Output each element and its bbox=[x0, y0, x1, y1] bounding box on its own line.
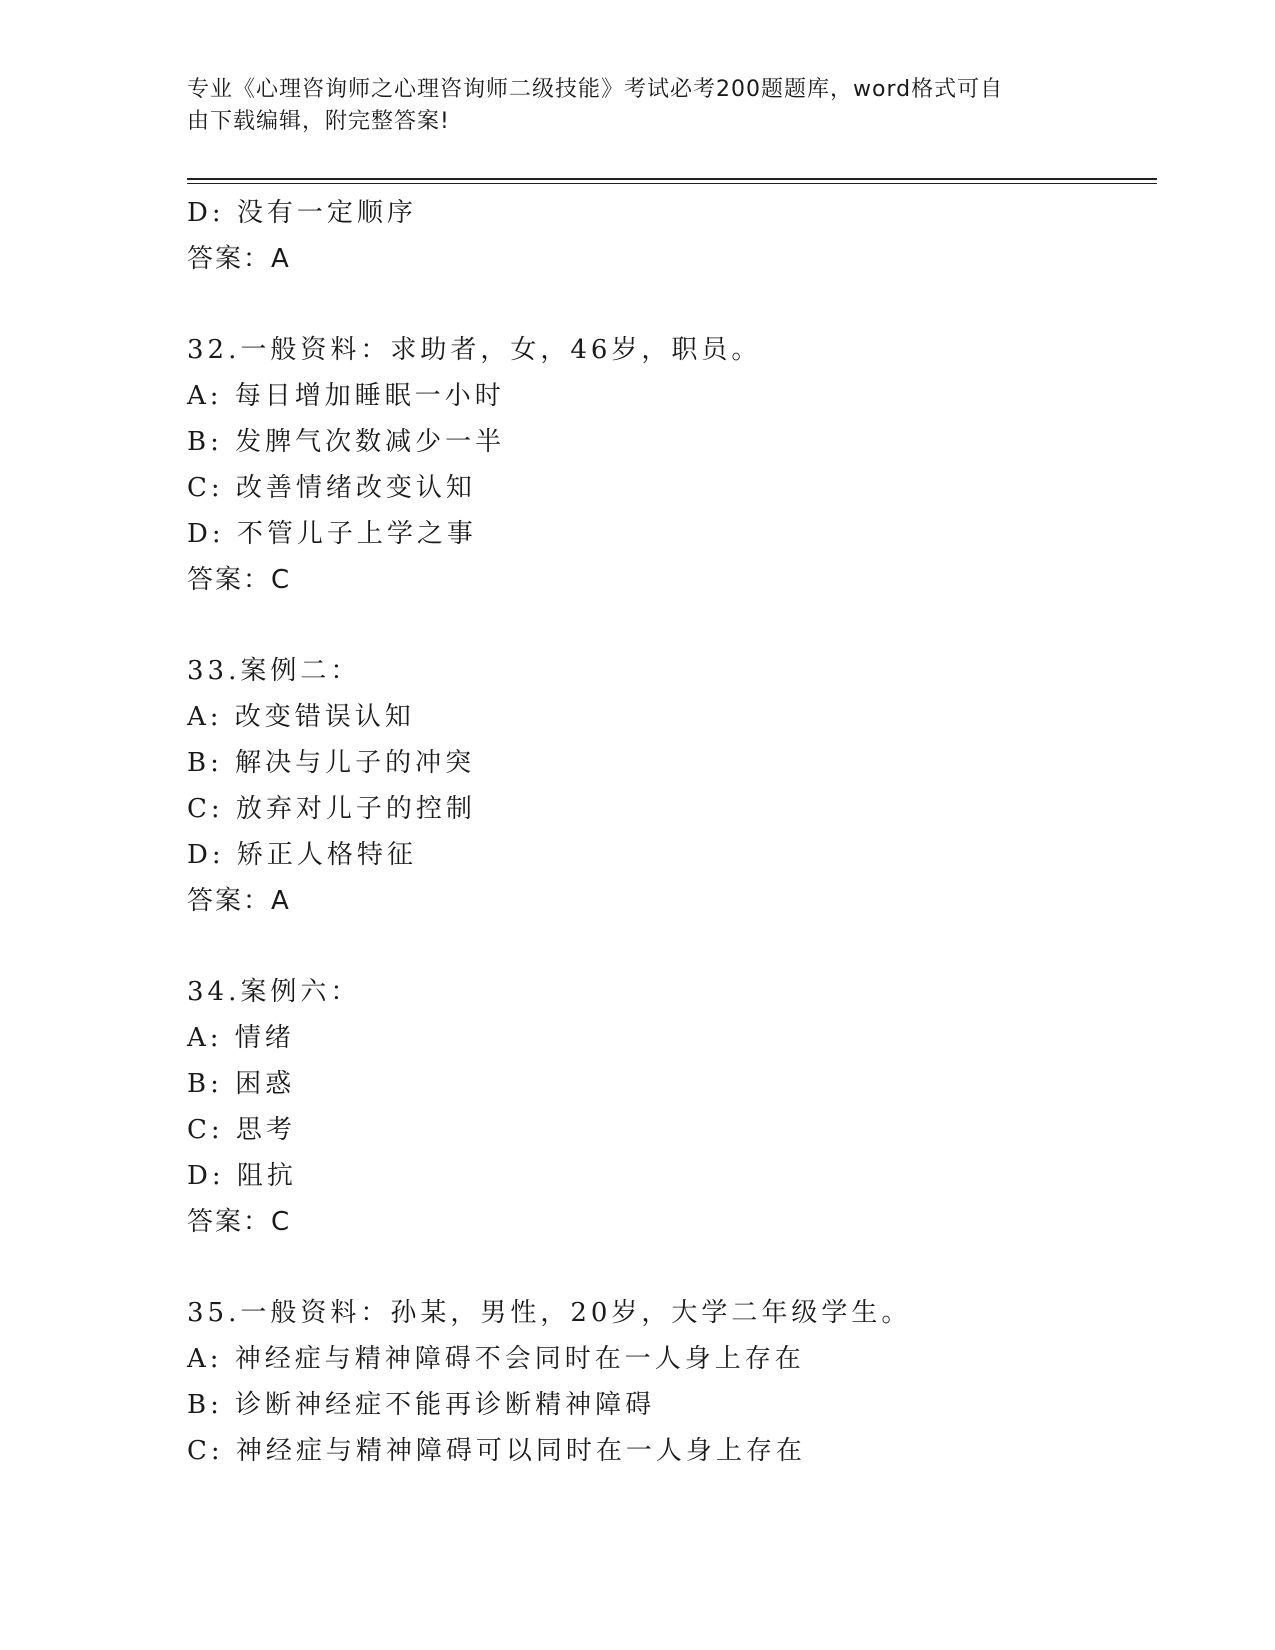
option-b: B: 解决与儿子的冲突 bbox=[187, 748, 476, 778]
spacer bbox=[187, 603, 1147, 648]
option-d: D: 不管儿子上学之事 bbox=[187, 519, 477, 549]
question-35 bbox=[187, 1290, 1147, 1474]
spacer bbox=[187, 1245, 1147, 1290]
question-stem: 33.案例二： bbox=[187, 656, 361, 686]
document-body bbox=[187, 190, 1147, 1474]
answer: 答案：A bbox=[187, 886, 291, 916]
option-a: A: 神经症与精神障碍不会同时在一人身上存在 bbox=[187, 1344, 805, 1374]
option-c: C: 改善情绪改变认知 bbox=[187, 473, 476, 503]
question-32 bbox=[187, 327, 1147, 603]
option-b: B: 困惑 bbox=[187, 1069, 296, 1099]
header-line-1: 专业《心理咨询师之心理咨询师二级技能》考试必考200题题库，word格式可自 bbox=[187, 77, 1004, 102]
option-a: A: 改变错误认知 bbox=[187, 702, 415, 732]
question-stem: 32.一般资料：求助者，女，46岁，职员。 bbox=[187, 335, 762, 365]
header-divider-thin bbox=[187, 183, 1157, 184]
option-a: A: 每日增加睡眠一小时 bbox=[187, 381, 505, 411]
answer: 答案：C bbox=[187, 565, 292, 595]
option-c: C: 放弃对儿子的控制 bbox=[187, 794, 476, 824]
option-c: C: 思考 bbox=[187, 1115, 296, 1145]
header-divider-thick bbox=[187, 178, 1157, 180]
option-b: B: 诊断神经症不能再诊断精神障碍 bbox=[187, 1390, 656, 1420]
header-line-2: 由下载编辑，附完整答案! bbox=[187, 109, 450, 134]
document-header bbox=[187, 74, 1087, 138]
spacer bbox=[187, 282, 1147, 327]
question-34 bbox=[187, 969, 1147, 1245]
question-31-answer: 答案：A bbox=[187, 244, 291, 274]
option-d: D: 阻抗 bbox=[187, 1161, 297, 1191]
question-33 bbox=[187, 648, 1147, 924]
answer: 答案：C bbox=[187, 1207, 292, 1237]
option-a: A: 情绪 bbox=[187, 1023, 295, 1053]
question-31-option-d: D: 没有一定顺序 bbox=[187, 198, 417, 228]
spacer bbox=[187, 924, 1147, 969]
question-stem: 35.一般资料：孙某，男性，20岁，大学二年级学生。 bbox=[187, 1298, 912, 1328]
question-stem: 34.案例六： bbox=[187, 977, 361, 1007]
option-b: B: 发脾气次数减少一半 bbox=[187, 427, 506, 457]
option-d: D: 矫正人格特征 bbox=[187, 840, 417, 870]
option-c: C: 神经症与精神障碍可以同时在一人身上存在 bbox=[187, 1436, 806, 1466]
